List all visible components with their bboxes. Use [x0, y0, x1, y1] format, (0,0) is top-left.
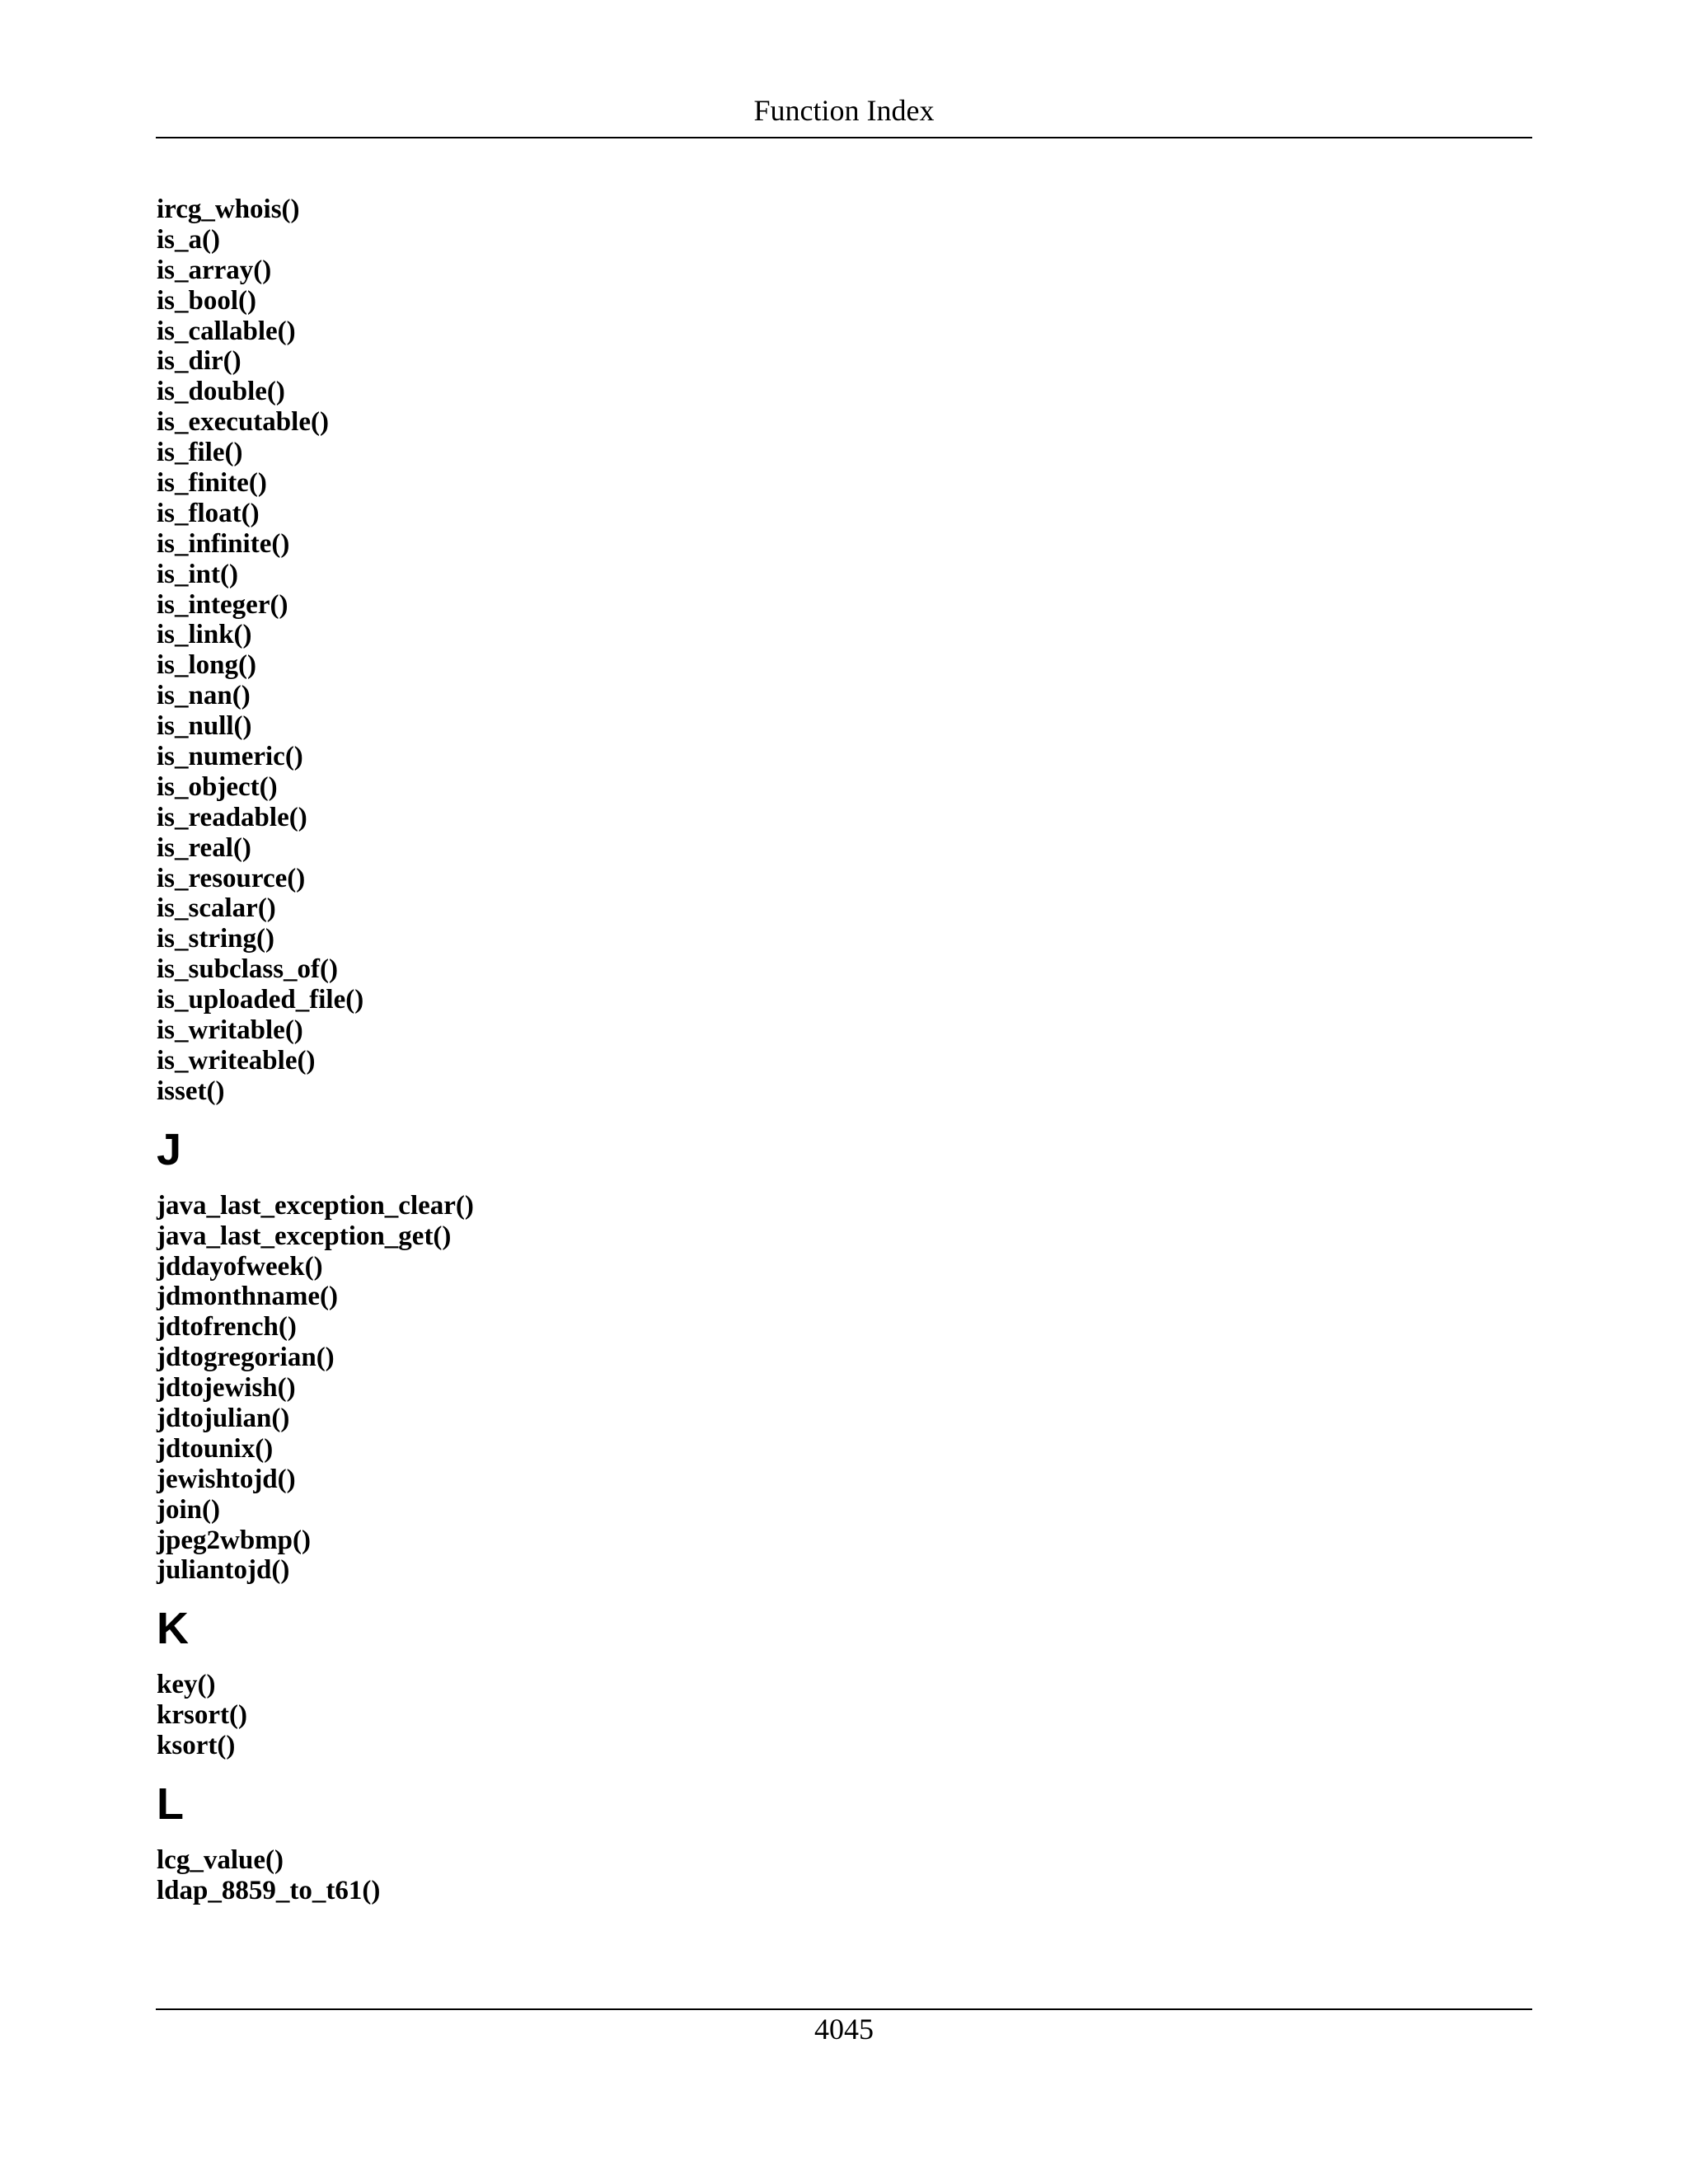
function-link[interactable]: is_int() — [157, 559, 238, 589]
function-link[interactable]: java_last_exception_clear() — [157, 1190, 474, 1221]
function-index — [157, 194, 1525, 1906]
function-link[interactable]: java_last_exception_get() — [157, 1221, 452, 1251]
function-list-k — [157, 1670, 1525, 1761]
function-link[interactable]: is_writable() — [157, 1015, 303, 1046]
function-link[interactable]: is_array() — [157, 255, 272, 285]
function-link[interactable]: is_integer() — [157, 589, 288, 620]
function-link[interactable]: jdtofrench() — [157, 1312, 297, 1343]
function-link[interactable]: is_nan() — [157, 681, 251, 711]
function-link[interactable]: is_string() — [157, 924, 274, 954]
function-link[interactable]: is_bool() — [157, 285, 257, 316]
function-link[interactable]: is_uploaded_file() — [157, 985, 364, 1015]
function-link[interactable]: is_dir() — [157, 346, 241, 377]
function-link[interactable]: lcg_value() — [157, 1844, 284, 1875]
function-link[interactable]: jdtounix() — [157, 1433, 274, 1464]
function-link[interactable]: is_file() — [157, 438, 243, 468]
function-link[interactable]: is_double() — [157, 377, 285, 407]
function-link[interactable]: ksort() — [157, 1731, 236, 1761]
function-link[interactable]: is_callable() — [157, 316, 296, 346]
function-link[interactable]: is_subclass_of() — [157, 954, 339, 985]
function-link[interactable]: isset() — [157, 1076, 225, 1106]
function-link[interactable]: is_link() — [157, 620, 252, 650]
function-link[interactable]: is_a() — [157, 224, 220, 255]
function-link[interactable]: is_long() — [157, 650, 257, 681]
function-link[interactable]: is_numeric() — [157, 742, 303, 772]
function-list-j — [157, 1191, 1525, 1586]
function-link[interactable]: ldap_8859_to_t61() — [157, 1875, 381, 1905]
function-link[interactable]: juliantojd() — [157, 1555, 290, 1586]
function-link[interactable]: is_infinite() — [157, 528, 290, 559]
section-heading-l: L — [157, 1779, 184, 1829]
function-link[interactable]: key() — [157, 1670, 216, 1700]
function-link[interactable]: jdtojewish() — [157, 1373, 296, 1404]
function-link[interactable]: is_readable() — [157, 802, 307, 832]
function-link[interactable]: is_object() — [157, 771, 278, 802]
page-number: 4045 — [814, 2013, 874, 2046]
function-link[interactable]: is_real() — [157, 832, 251, 863]
section-heading-k: K — [157, 1604, 189, 1654]
function-link[interactable]: jddayofweek() — [157, 1251, 323, 1282]
function-link[interactable]: join() — [157, 1494, 220, 1525]
page-header-title: Function Index — [753, 94, 935, 127]
function-link[interactable]: is_null() — [157, 711, 252, 742]
function-list-l — [157, 1845, 1525, 1906]
function-link[interactable]: jdmonthname() — [157, 1282, 338, 1312]
function-link[interactable]: is_scalar() — [157, 893, 276, 924]
function-list-i — [157, 194, 1525, 1107]
function-link[interactable]: jewishtojd() — [157, 1464, 296, 1494]
function-link[interactable]: is_executable() — [157, 407, 329, 438]
function-link[interactable]: is_writeable() — [157, 1045, 316, 1076]
function-link[interactable]: is_resource() — [157, 863, 306, 893]
header-divider — [156, 137, 1532, 138]
function-link[interactable]: is_finite() — [157, 468, 267, 499]
function-link[interactable]: krsort() — [157, 1700, 247, 1731]
function-link[interactable]: jdtojulian() — [157, 1403, 290, 1433]
function-link[interactable]: is_float() — [157, 498, 260, 528]
function-link[interactable]: jdtogregorian() — [157, 1343, 335, 1373]
footer-divider — [156, 2008, 1532, 2010]
section-heading-j: J — [157, 1124, 182, 1174]
function-link[interactable]: jpeg2wbmp() — [157, 1525, 311, 1555]
function-link[interactable]: ircg_whois() — [157, 194, 300, 224]
